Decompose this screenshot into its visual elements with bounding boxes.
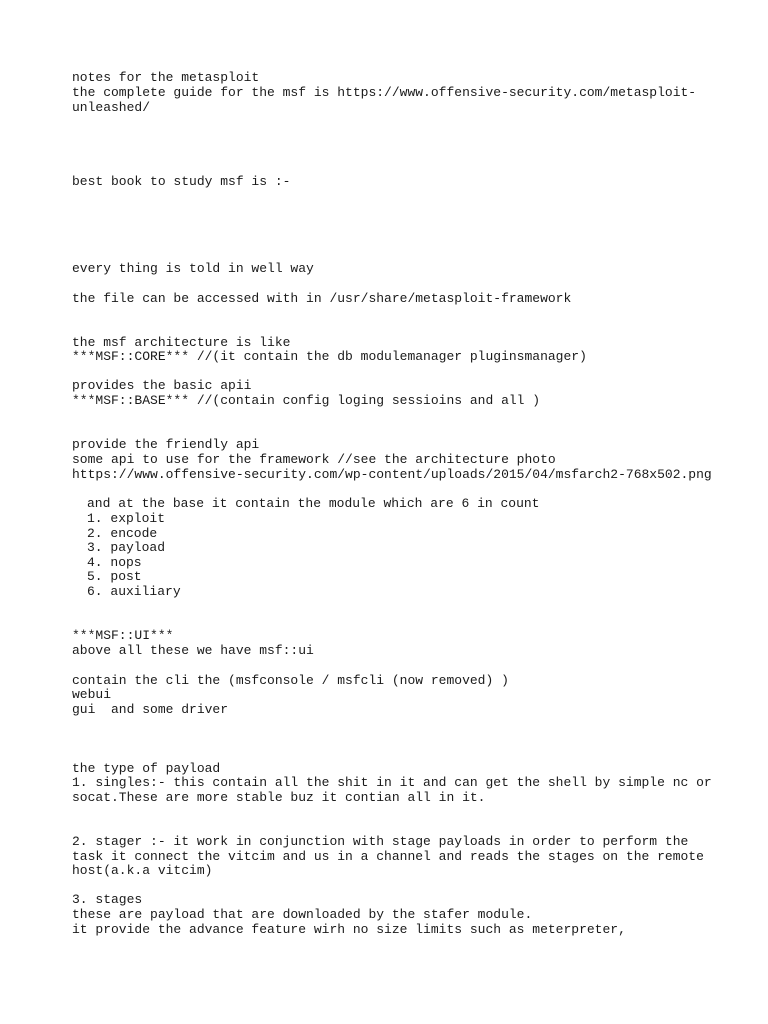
stager-line-continued: task it connect the vitcim and us in a channel and reads the stages on the remote — [72, 849, 704, 864]
stages-line-continued: it provide the advance feature wirh no size limits such as meterpreter, — [72, 922, 626, 937]
architecture-heading: the msf architecture is like — [72, 335, 291, 350]
core-description: provides the basic apii — [72, 378, 252, 393]
singles-line-continued: socat.These are more stable buz it contian all in it. — [72, 790, 486, 805]
ui-gui-line: gui and some driver — [72, 702, 229, 717]
modules-intro: and at the base it contain the module which are 6 in count — [87, 496, 540, 511]
guide-line: the complete guide for the msf is https://www.offensive-security.com/metasploit- — [72, 85, 697, 100]
module-item: 4. nops — [87, 555, 142, 570]
msf-core-line: ***MSF::CORE*** //(it contain the db modulemanager pluginsmanager) — [72, 349, 587, 364]
module-item: 3. payload — [87, 540, 166, 555]
stages-line: these are payload that are downloaded by the stafer module. — [72, 907, 533, 922]
base-description: provide the friendly api — [72, 437, 260, 452]
module-item: 2. encode — [87, 526, 158, 541]
stages-heading: 3. stages — [72, 892, 143, 907]
doc-title: notes for the metasploit — [72, 70, 260, 85]
module-item: 6. auxiliary — [87, 584, 181, 599]
module-item: 5. post — [87, 569, 142, 584]
ui-webui-line: webui — [72, 687, 112, 702]
book-line: best book to study msf is :- — [72, 174, 291, 189]
module-item: 1. exploit — [87, 511, 166, 526]
architecture-photo-url: https://www.offensive-security.com/wp-content/uploads/2015/04/msfarch2-768x502.png — [72, 467, 712, 482]
stager-line: 2. stager :- it work in conjunction with stage payloads in order to perform the — [72, 834, 689, 849]
stager-line-continued: host(a.k.a vitcim) — [72, 863, 213, 878]
ui-cli-line: contain the cli the (msfconsole / msfcli (now removed) ) — [72, 673, 509, 688]
singles-line: 1. singles:- this contain all the shit in it and can get the shell by simple nc or — [72, 775, 712, 790]
file-path-line: the file can be accessed with in /usr/share/metasploit-framework — [72, 291, 572, 306]
msf-base-line: ***MSF::BASE*** //(contain config loging sessioins and all ) — [72, 393, 541, 408]
api-line: some api to use for the framework //see the architecture photo — [72, 452, 556, 467]
ui-above-line: above all these we have msf::ui — [72, 643, 314, 658]
payload-heading: the type of payload — [72, 761, 221, 776]
msf-ui-heading: ***MSF::UI*** — [72, 628, 174, 643]
guide-line-continued: unleashed/ — [72, 100, 151, 115]
told-line: every thing is told in well way — [72, 261, 314, 276]
